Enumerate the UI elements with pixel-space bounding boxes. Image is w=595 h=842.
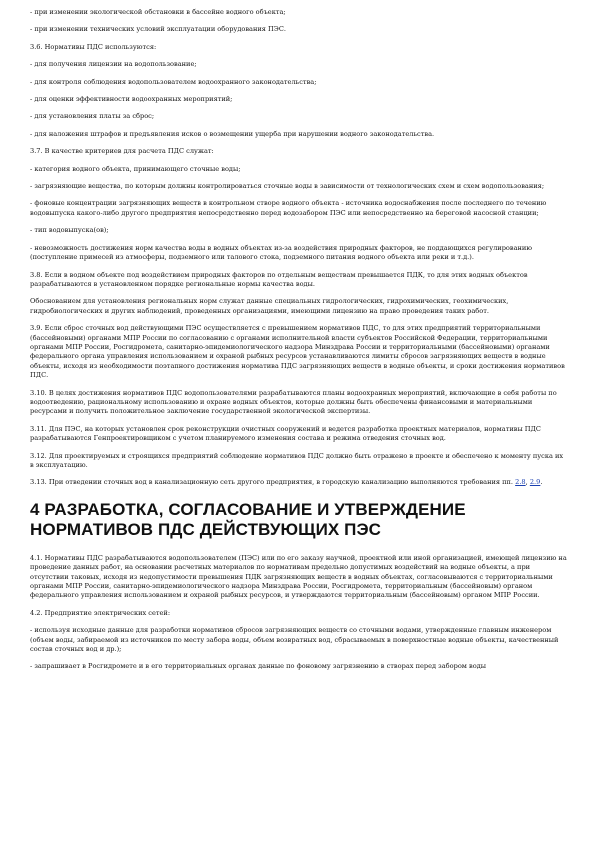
paragraph: - категория водного объекта, принимающего сточные воды; [30, 164, 241, 173]
paragraph: 3.8. Если в водном объекте под воздействием природных факторов по отдельным веществам превышается ПДК, то для этих водных объектов разрабатываются в установленном порядке региональные нормы качества воды. [30, 270, 528, 288]
paragraph: 4.1. Нормативы ПДС разрабатываются водопользователем (ПЭС) или по его заказу научной, проектной или иной организацией, имеющей лицензию на проведение данных работ, на основании расчетных материалов по нормативам предельно допустимых воздействий на водные объекты, а при отсутствии таковых, исходя из недопустимости превышения ПДК загрязняющих веществ в водных объектах, согласовываются с территориальными органами МПР России, санитарно-эпидемиологического надзора Минздрава России, Росгидромета, территориальным (бассейновым) органом федерального управления использованием и охраной рыбных ресурсов, и утверждаются территориальным (бассейновым) органом МПР России. [30, 553, 567, 600]
paragraph: 3.9. Если сброс сточных вод действующими ПЭС осуществляется с превышением нормативов ПДС, то для этих предприятий территориальными (бассейновыми) органами МПР России по согласованию с органами исполнительной власти субъектов Российской Федерации, территориальными органами МПР России, Росгидромета, санитарно-эпидемиологического надзора Минздрава России и территориальными (бассейновыми) органами федерального органа управления использованием и охраной рыбных ресурсов устанавливаются лимиты сбросов загрязняющих веществ в водные объекты, исходя из необходимости поэтапного достижения норматива ПДС загрязняющих веществ в водные объекты, и сроки достижения нормативов ПДС. [30, 324, 565, 380]
paragraph: - для установления платы за сброс; [30, 112, 155, 121]
paragraph: - для контроля соблюдения водопользователем водоохранного законодательства; [30, 77, 317, 86]
paragraph: 3.7. В качестве критериев для расчета ПДС служат: [30, 147, 214, 156]
document-page [30, 8, 567, 680]
paragraph: - тип водовыпуска(ов); [30, 226, 109, 235]
clause-link[interactable]: 2.8 [515, 478, 526, 487]
paragraph: - для оценки эффективности водоохранных мероприятий; [30, 95, 233, 104]
paragraph: - при изменении технических условий эксплуатации оборудования ПЭС. [30, 25, 286, 34]
paragraph: 4.2. Предприятие электрических сетей: [30, 608, 171, 617]
paragraph: - при изменении экологической обстановки в бассейне водного объекта; [30, 8, 286, 16]
paragraph: 3.6. Нормативы ПДС используются: [30, 42, 157, 51]
paragraph: - для получения лицензии на водопользование; [30, 60, 197, 69]
paragraph-text: 3.13. При отведении сточных вод в канализационную сеть другого предприятия, в городскую канализацию выполняются требования пп. [30, 478, 514, 487]
paragraph: Обоснованием для установления региональных норм служат данные специальных гидрологических, гидрохимических, геохимических, гидробиологических и других наблюдений, проведенных организациями, имеющими лицензию на право проведения таких работ. [30, 297, 509, 315]
clause-link[interactable]: 2.9 [529, 478, 541, 487]
paragraph: 3.10. В целях достижения нормативов ПДС водопользователями разрабатываются планы водоохранных мероприятий, включающие в себя работы по водоотведению, рациональному использованию и охране водных объектов, которые должны быть обеспечены финансовыми и материальными ресурсами и получить положительное заключение государственной экологической экспертизы. [30, 388, 557, 416]
paragraph: - фоновые концентрации загрязняющих веществ в контрольном створе водного объекта - источника водоснабжения после последнего по течению водовыпуска какого-либо другого предприятия непосредственно перед водозабором ПЭС или непосредственно на береговой насосной станции; [30, 199, 547, 217]
section-heading: 4 РАЗРАБОТКА, СОГЛАСОВАНИЕ И УТВЕРЖДЕНИЕ НОРМАТИВОВ ПДС ДЕЙСТВУЮЩИХ ПЭС [30, 499, 466, 539]
paragraph: - используя исходные данные для разработки нормативов сбросов загрязняющих веществ со сточными водами, утвержденные главным инженером (объем воды, забираемой из источников по месту забора воды, объем возвратных вод, сбрасываемых в поверхностные водные объекты, качественный состав сточных вод и др.); [30, 626, 559, 654]
paragraph: - невозможность достижения норм качества воды в водных объектах из-за воздействия природных факторов, не поддающихся регулированию (поступление примесей из атмосферы, подземного или талового стока, подземного питания водного объекта или реки и т.д.). [30, 243, 533, 262]
paragraph: - для наложения штрафов и предъявления исков о возмещении ущерба при нарушении водного законодательства. [30, 129, 435, 138]
paragraph: 3.11. Для ПЭС, на которых установлен срок реконструкции очистных сооружений и ведется разработка проектных материалов, нормативы ПДС разрабатываются Генпроектировщиком с учетом планируемого изменения состава и режима отведения сточных вод. [30, 424, 541, 443]
paragraph: - загрязняющие вещества, по которым должны контролироваться сточные воды в зависимости от технологических схем и схем водопользования; [30, 182, 545, 191]
paragraph-with-links: 3.13. При отведении сточных вод в канализационную сеть другого предприятия, в городскую канализацию выполняются требования пп. 2.8, 2.9. [30, 478, 543, 487]
paragraph: - запрашивает в Росгидромете и в его территориальных органах данные по фоновому загрязнению в створах перед забором воды [30, 662, 487, 671]
paragraph: 3.12. Для проектируемых и строящихся предприятий соблюдение нормативов ПДС должно быть отражено в проекте и обеспечено к моменту пуска их в эксплуатацию. [30, 451, 564, 469]
